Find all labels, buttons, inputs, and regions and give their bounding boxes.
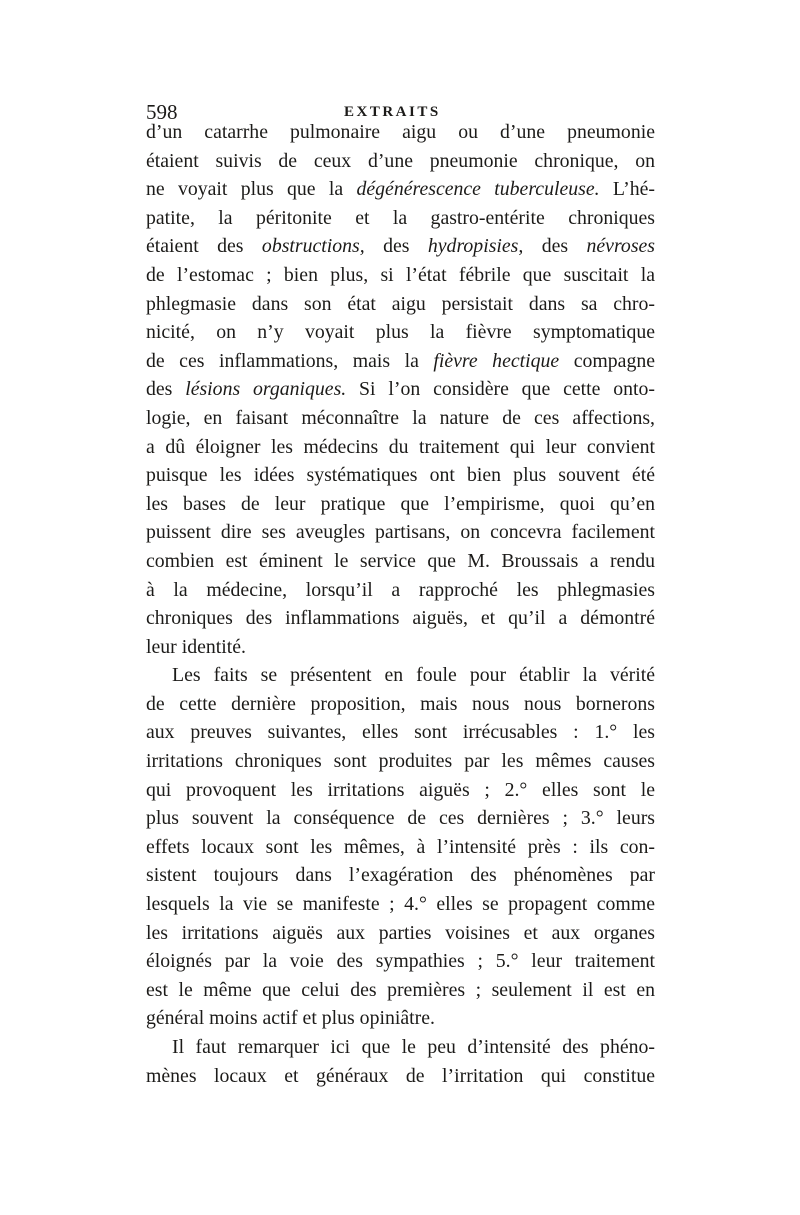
text-segment: de cette dernière proposition, mais nous nous bornerons: [146, 692, 655, 715]
text-segment: étaient des: [146, 235, 262, 258]
text-line: [146, 1004, 655, 1033]
text-line: [146, 547, 655, 576]
text-line: [146, 518, 655, 547]
text-segment: irritations chroniques sont produites par les mêmes causes: [146, 750, 655, 773]
text-segment: leur identité.: [146, 635, 246, 658]
text-segment: logie, en faisant méconnaître la nature de ces affections,: [146, 406, 655, 429]
text-line: [146, 347, 655, 376]
text-segment: de l’estomac ; bien plus, si l’état fébrile que suscitait la: [146, 263, 655, 286]
italic-term: fièvre hectique: [433, 349, 560, 372]
text-line: [146, 633, 655, 662]
text-segment: puisque les idées systématiques ont bien plus souvent été: [146, 464, 655, 487]
text-line: [146, 861, 655, 890]
italic-term: obstructions,: [261, 235, 365, 258]
text-line: [146, 290, 655, 319]
text-segment: aux preuves suivantes, elles sont irrécusables : 1.° les: [146, 721, 655, 744]
text-segment: nicité, on n’y voyait plus la fièvre symptomatique: [146, 321, 655, 344]
text-segment: compagne: [559, 349, 656, 372]
text-line: [146, 318, 655, 347]
text-segment: ne voyait plus que la: [146, 178, 357, 201]
text-segment: L’hé-: [599, 178, 655, 201]
text-segment: Il faut remarquer ici que le peu d’intensité des phéno-: [172, 1036, 655, 1058]
text-segment: des: [523, 235, 587, 258]
text-segment: lesquels la vie se manifeste ; 4.° elles se propagent comme: [146, 893, 655, 916]
italic-term: dégénérescence tuberculeuse.: [356, 178, 600, 201]
text-line: [146, 804, 655, 833]
text-line: [146, 232, 655, 261]
text-line: [146, 661, 655, 690]
italic-term: hydropisies,: [427, 235, 524, 258]
text-line: [146, 776, 655, 805]
text-line: [146, 890, 655, 919]
text-line: [146, 718, 655, 747]
text-segment: les bases de leur pratique que l’empirisme, quoi qu’en: [146, 492, 655, 515]
text-line: [146, 747, 655, 776]
text-segment: puissent dire ses aveugles partisans, on concevra facilement: [146, 521, 655, 544]
text-segment: combien est éminent le service que M. Broussais a rendu: [146, 549, 655, 572]
text-segment: des: [146, 378, 186, 401]
text-segment: effets locaux sont les mêmes, à l’intensité près : ils con-: [146, 835, 655, 858]
text-segment: Si l’on considère que cette onto-: [346, 378, 655, 401]
text-segment: a dû éloigner les médecins du traitement qui leur convient: [146, 435, 655, 458]
text-segment: les irritations aiguës aux parties voisines et aux organes: [146, 921, 655, 944]
text-segment: éloignés par la voie des sympathies ; 5.° leur traitement: [146, 950, 655, 973]
text-segment: des: [364, 235, 428, 258]
text-line: [146, 461, 655, 490]
text-segment: étaient suivis de ceux d’une pneumonie chronique, on: [146, 149, 655, 172]
text-line: [146, 919, 655, 948]
text-segment: d’un catarrhe pulmonaire aigu ou d’une pneumonie: [146, 121, 655, 143]
page-number: 598: [146, 100, 178, 124]
text-segment: est le même que celui des premières ; seulement il est en: [146, 978, 655, 1001]
text-line: [146, 576, 655, 605]
text-line: [146, 976, 655, 1005]
text-line: [146, 204, 655, 233]
text-segment: plus souvent la conséquence de ces dernières ; 3.° leurs: [146, 807, 655, 830]
text-segment: patite, la péritonite et la gastro-entérite chroniques: [146, 206, 655, 229]
text-line: [146, 1062, 655, 1091]
text-line: [146, 690, 655, 719]
text-line: [146, 833, 655, 862]
text-segment: phlegmasie dans son état aigu persistait dans sa chro-: [146, 292, 655, 315]
italic-term: lésions organiques.: [185, 378, 347, 401]
text-line: [146, 433, 655, 462]
text-line: [146, 375, 655, 404]
text-line: [146, 261, 655, 290]
text-line: [146, 604, 655, 633]
text-segment: Les faits se présentent en foule pour établir la vérité: [172, 664, 655, 687]
text-line: [146, 490, 655, 519]
text-line: [146, 947, 655, 976]
text-line: [146, 404, 655, 433]
text-line: [146, 118, 655, 147]
running-head: EXTRAITS: [344, 104, 441, 120]
italic-term: névroses: [586, 235, 655, 258]
text-segment: général moins actif et plus opiniâtre.: [146, 1007, 435, 1030]
text-segment: sistent toujours dans l’exagération des phénomènes par: [146, 864, 655, 887]
text-segment: qui provoquent les irritations aiguës ; 2.° elles sont le: [146, 778, 655, 801]
body-text: [146, 118, 655, 1090]
text-line: [146, 1033, 655, 1062]
text-segment: de ces inflammations, mais la: [146, 349, 434, 372]
text-segment: chroniques des inflammations aiguës, et qu’il a démontré: [146, 607, 655, 630]
text-line: [146, 175, 655, 204]
text-segment: mènes locaux et généraux de l’irritation qui constitue: [146, 1064, 655, 1087]
text-segment: à la médecine, lorsqu’il a rapproché les phlegmasies: [146, 578, 655, 601]
text-line: [146, 147, 655, 176]
